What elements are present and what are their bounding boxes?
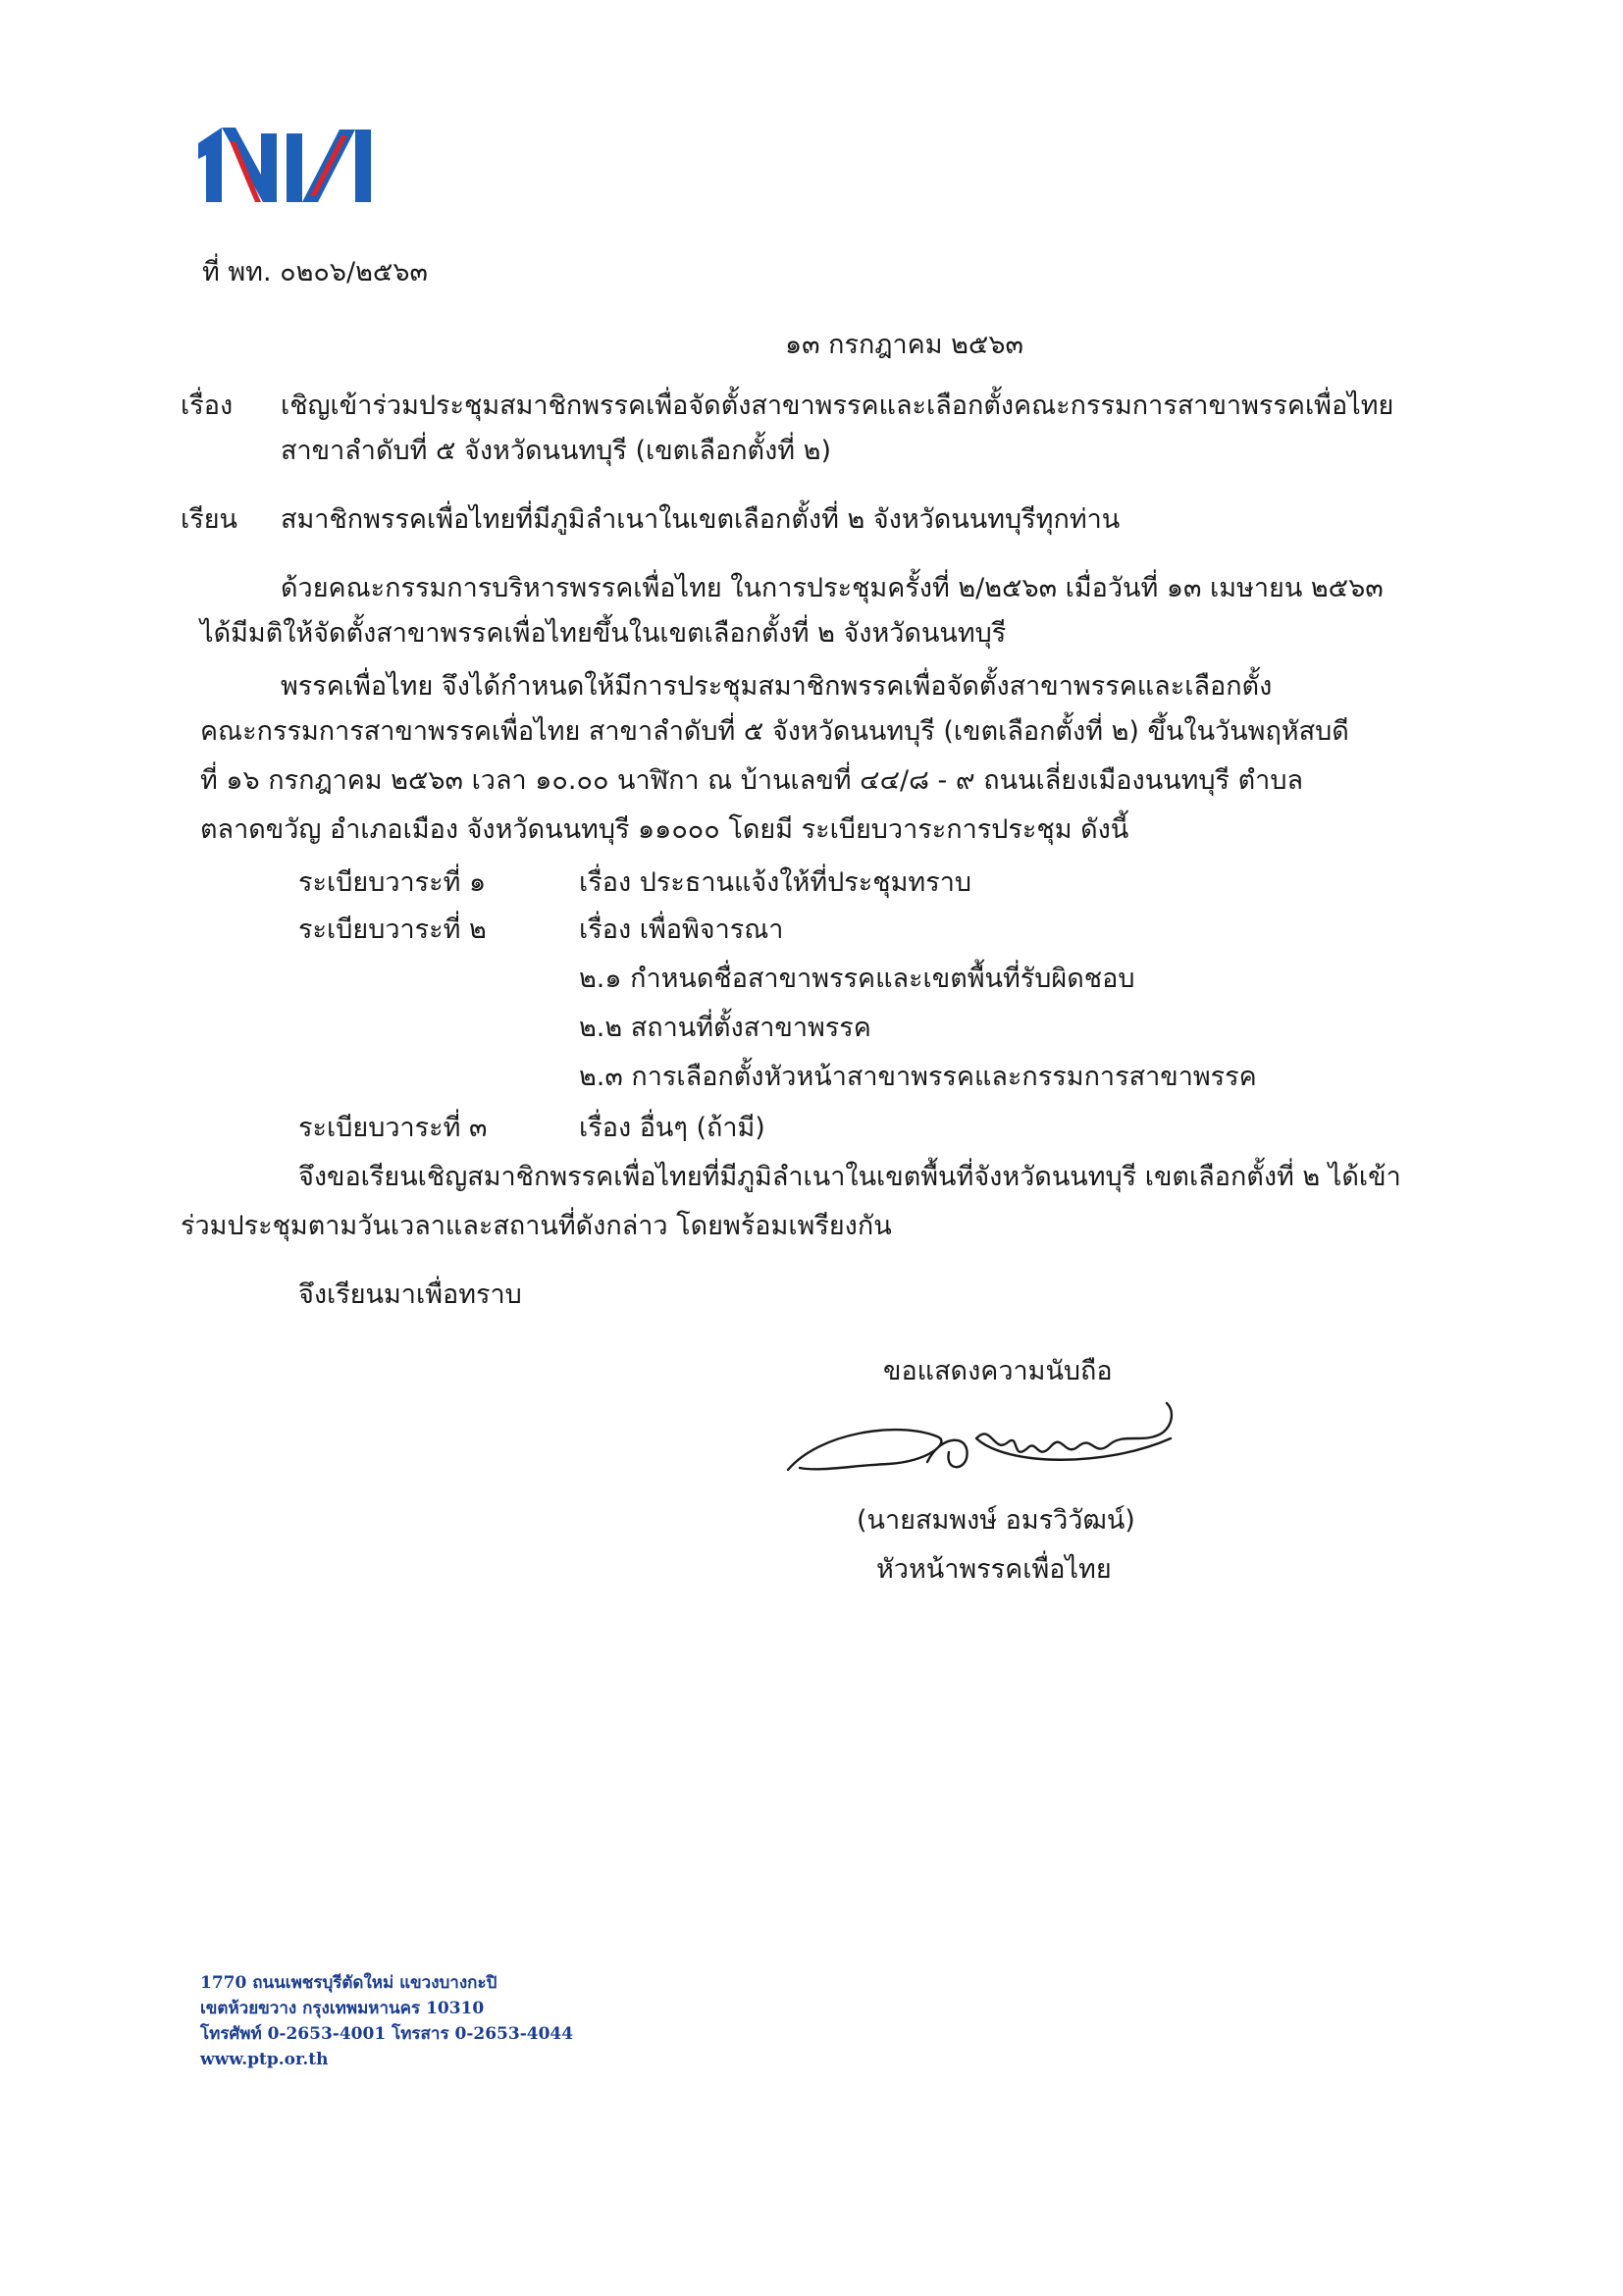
reference-number: ที่ พท. ๐๒๐๖/๒๕๖๓ <box>202 257 428 287</box>
agenda-text: เรื่อง อื่นๆ (ถ้ามี) <box>579 1113 765 1143</box>
footer-website-link[interactable]: www.ptp.or.th <box>200 2050 329 2069</box>
agenda-text: ๒.๑ กำหนดชื่อสาขาพรรคและเขตพื้นที่รับผิดชอบ <box>579 964 1135 994</box>
paragraph-line: ตลาดขวัญ อำเภอเมือง จังหวัดนนทบุรี ๑๑๐๐๐ โดยมี ระเบียบวาระการประชุม ดังนี้ <box>200 814 1129 845</box>
agenda-label: ระเบียบวาระที่ ๑ <box>298 867 487 898</box>
paragraph-line: จึงขอเรียนเชิญสมาชิกพรรคเพื่อไทยที่มีภูมิลำเนาในเขตพื้นที่จังหวัดนนทบุรี เขตเลือกตั้งที่ ๒ ได้เข้า <box>298 1162 1401 1192</box>
paragraph-line: ได้มีมติให้จัดตั้งสาขาพรรคเพื่อไทยขึ้นในเขตเลือกตั้งที่ ๒ จังหวัดนนทบุรี <box>200 618 1007 649</box>
agenda-text: ๒.๒ สถานที่ตั้งสาขาพรรค <box>579 1013 871 1043</box>
footer-contact-line: โทรศัพท์ 0-2653-4001 โทรสาร 0-2653-4044 <box>200 2024 574 2044</box>
ptp-party-logo-icon <box>192 124 379 206</box>
regards-text: ขอแสดงความนับถือ <box>883 1356 1113 1386</box>
closing-text: จึงเรียนมาเพื่อทราบ <box>298 1279 522 1310</box>
paragraph-line: ด้วยคณะกรรมการบริหารพรรคเพื่อไทย ในการประชุมครั้งที่ ๒/๒๕๖๓ เมื่อวันที่ ๑๓ เมษายน ๒๕๖๓ <box>281 573 1384 603</box>
agenda-label: ระเบียบวาระที่ ๒ <box>298 914 487 945</box>
subject-label: เรื่อง <box>181 391 234 421</box>
signer-name: (นายสมพงษ์ อมรวิวัฒน์) <box>857 1505 1135 1536</box>
letter-date: ๑๓ กรกฎาคม ๒๕๖๓ <box>785 330 1023 360</box>
subject-line-2: สาขาลำดับที่ ๕ จังหวัดนนทบุรี (เขตเลือกตั้งที่ ๒) <box>281 436 831 466</box>
agenda-text: เรื่อง ประธานแจ้งให้ที่ประชุมทราบ <box>579 867 972 898</box>
agenda-text: ๒.๓ การเลือกตั้งหัวหน้าสาขาพรรคและกรรมการสาขาพรรค <box>579 1062 1257 1092</box>
footer-address-line: 1770 ถนนเพชรบุรีตัดใหม่ แขวงบางกะปิ <box>200 1973 497 1993</box>
footer-address-line: เขตห้วยขวาง กรุงเทพมหานคร 10310 <box>200 1999 485 2018</box>
paragraph-line: พรรคเพื่อไทย จึงได้กำหนดให้มีการประชุมสมาชิกพรรคเพื่อจัดตั้งสาขาพรรคและเลือกตั้ง <box>281 671 1273 702</box>
agenda-text: เรื่อง เพื่อพิจารณา <box>579 914 784 945</box>
handwritten-signature-icon <box>780 1393 1182 1491</box>
signer-title: หัวหน้าพรรคเพื่อไทย <box>876 1554 1112 1585</box>
agenda-label: ระเบียบวาระที่ ๓ <box>298 1113 488 1143</box>
recipient-label: เรียน <box>181 504 238 535</box>
paragraph-line: คณะกรรมการสาขาพรรคเพื่อไทย สาขาลำดับที่ ๕ จังหวัดนนทบุรี (เขตเลือกตั้งที่ ๒) ขึ้นในวันพฤหัสบดี <box>200 716 1349 747</box>
paragraph-line: ร่วมประชุมตามวันเวลาและสถานที่ดังกล่าว โดยพร้อมเพรียงกัน <box>181 1211 892 1241</box>
paragraph-line: ที่ ๑๖ กรกฎาคม ๒๕๖๓ เวลา ๑๐.๐๐ นาฬิกา ณ บ้านเลขที่ ๔๔/๘ - ๙ ถนนเลี่ยงเมืองนนทบุรี ตำบล <box>200 765 1304 796</box>
recipient-text: สมาชิกพรรคเพื่อไทยที่มีภูมิลำเนาในเขตเลือกตั้งที่ ๒ จังหวัดนนทบุรีทุกท่าน <box>281 504 1121 535</box>
subject-line-1: เชิญเข้าร่วมประชุมสมาชิกพรรคเพื่อจัดตั้งสาขาพรรคและเลือกตั้งคณะกรรมการสาขาพรรคเพื่อไทย <box>281 391 1394 421</box>
